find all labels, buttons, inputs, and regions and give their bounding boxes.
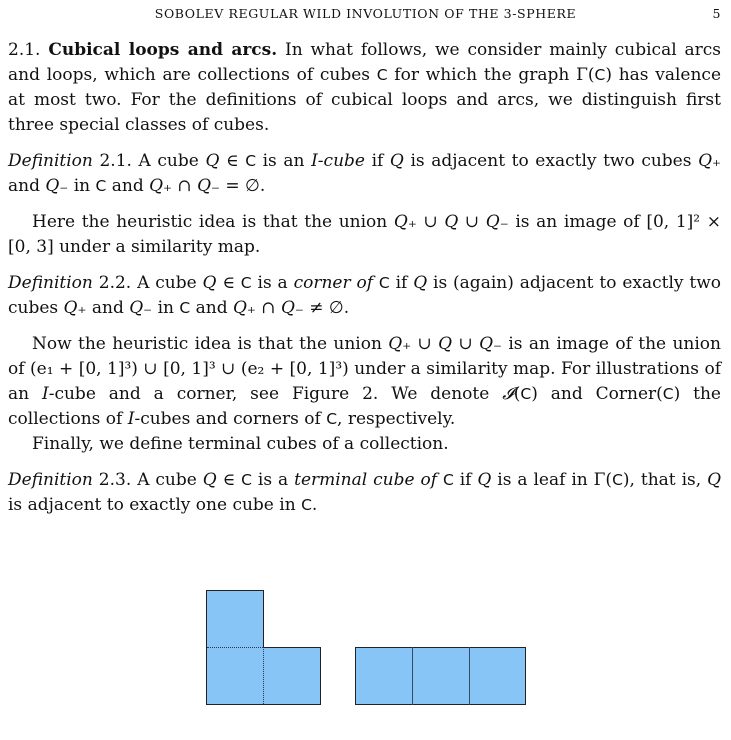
symbol-Qminus: Q₋ — [45, 176, 69, 196]
definition-label: Definition — [8, 151, 93, 171]
symbol-C: C — [326, 410, 338, 428]
definition-text: ∈ — [216, 273, 241, 293]
defined-term: I-cube — [311, 151, 365, 171]
paragraph-text: ) the collections of — [8, 384, 721, 429]
cube-divider — [412, 647, 413, 705]
section-title: Cubical loops and arcs. — [48, 40, 278, 60]
symbol-Qminus: Q₋ — [129, 298, 153, 318]
inner-edge — [207, 647, 263, 648]
definition-text: in — [68, 176, 96, 196]
definition-text: is an — [256, 151, 312, 171]
symbol-C: C — [245, 152, 257, 170]
symbol-intersection: Q₊ ∩ Q₋ — [232, 298, 304, 318]
definition-text: 2.2. A cube — [92, 273, 203, 293]
definition-text: and — [190, 298, 233, 318]
section-text: for which the graph Γ( — [387, 65, 595, 85]
symbol-C: C — [442, 471, 454, 489]
definition-text: in — [152, 298, 180, 318]
paragraph-text: -cube and a corner, see Figure 2. We denote — [48, 384, 503, 404]
symbol-Qplus: Q₊ — [698, 151, 721, 171]
section-number: 2.1. — [8, 40, 41, 60]
page-body — [8, 38, 721, 529]
outline — [263, 647, 320, 648]
outline — [206, 704, 321, 705]
outline — [355, 647, 356, 705]
definition-text: is adjacent to exactly one cube in — [8, 495, 302, 515]
symbol-Q: Q — [477, 470, 492, 490]
section-text: In what follows, we consider mainly cubical arcs and loops, which are collections of cubes — [8, 40, 722, 85]
inner-edge — [263, 647, 264, 704]
definition-label: Definition — [8, 273, 93, 293]
paragraph-text: is an image of [0, 1]² × [0, 3] under a similarity map. — [8, 212, 721, 257]
symbol-Q: Q — [202, 470, 217, 490]
cube-divider — [469, 647, 470, 705]
paragraph-text: ) and Corner( — [531, 384, 663, 404]
symbol-C: C — [240, 274, 252, 292]
definition-text: ≠ ∅. — [303, 298, 350, 318]
definition-2-2 — [8, 271, 721, 321]
symbol-C: C — [594, 66, 606, 84]
paragraph-text: , respectively. — [337, 409, 456, 429]
definition-text: if — [364, 151, 390, 171]
symbol-C: C — [301, 496, 312, 514]
paragraph-text: Here the heuristic idea is that the union — [32, 212, 394, 232]
outline — [320, 647, 321, 705]
outline — [263, 590, 264, 647]
definition-text: = ∅. — [219, 176, 266, 196]
paragraph-i-cube-idea — [8, 210, 721, 260]
symbol-I: I — [42, 384, 49, 404]
definition-text: and — [106, 176, 150, 196]
definition-text: is a — [252, 470, 295, 490]
section-paragraph — [8, 38, 721, 138]
paragraph-finally: Finally, we define terminal cubes of a collection. — [32, 434, 449, 454]
symbol-C: C — [662, 385, 674, 403]
definition-text: . — [311, 495, 318, 515]
definition-text: ), that is, — [622, 470, 708, 490]
symbol-union: Q₊ ∪ Q ∪ Q₋ — [393, 212, 509, 232]
symbol-calligraphic-I: 𝓘 — [502, 384, 514, 404]
definition-text: 2.1. A cube — [92, 151, 206, 171]
symbol-C: C — [520, 385, 532, 403]
symbol-Q: Q — [389, 151, 404, 171]
symbol-Q: Q — [205, 151, 220, 171]
outline — [355, 647, 526, 648]
section-text: ) has valence at most two. For the definitions of cubical loops and arcs, we distinguish first three special classes of cubes. — [8, 65, 722, 135]
symbol-Q: Q — [707, 470, 722, 490]
running-title: SOBOLEV REGULAR WILD INVOLUTION OF THE 3-SPHERE — [154, 6, 577, 21]
definition-2-1 — [8, 149, 721, 199]
paragraph-corner-idea — [8, 332, 721, 432]
definition-text: ∈ — [216, 470, 242, 490]
paragraph-text: -cubes and corners of — [134, 409, 327, 429]
symbol-Q: Q — [413, 273, 428, 293]
symbol-C: C — [612, 471, 623, 489]
page-number: 5 — [712, 6, 721, 21]
definition-text: and — [86, 298, 130, 318]
symbol-Q: Q — [202, 273, 217, 293]
definition-text: and — [8, 176, 46, 196]
symbol-union: Q₊ ∪ Q ∪ Q₋ — [388, 334, 502, 354]
definition-text: is adjacent to exactly two cubes — [403, 151, 699, 171]
figure-2 — [0, 590, 731, 740]
symbol-intersection: Q₊ ∩ Q₋ — [149, 176, 220, 196]
definition-label: Definition — [8, 470, 93, 490]
i-cube-row — [355, 648, 525, 704]
symbol-C: C — [378, 274, 390, 292]
paragraph-text: Now the heuristic idea is that the union — [32, 334, 389, 354]
corner-cube-middle — [207, 647, 263, 704]
outline — [207, 590, 264, 591]
definition-text: ∈ — [219, 151, 246, 171]
outline — [355, 704, 526, 705]
symbol-C: C — [95, 177, 107, 195]
definition-text: 2.3. A cube — [92, 470, 203, 490]
page-header — [0, 6, 731, 24]
symbol-C: C — [179, 299, 191, 317]
definition-text: is a leaf in Γ( — [491, 470, 613, 490]
corner-cube-right — [263, 647, 320, 704]
symbol-C: C — [241, 471, 252, 489]
definition-text: is a — [251, 273, 294, 293]
paragraph-text: is an image of the union of (e₁ + [0, 1]³) ∪ [0, 1]³ ∪ (e₂ + [0, 1]³) under a similarity map. For illustrations of an — [8, 334, 721, 404]
symbol-C: C — [376, 66, 388, 84]
corner-cube-top — [207, 590, 263, 647]
definition-text: if — [389, 273, 414, 293]
paragraph-text: ( — [513, 384, 521, 404]
defined-term: terminal cube of — [294, 470, 438, 490]
definition-2-3 — [8, 468, 721, 518]
defined-term: corner of — [293, 273, 373, 293]
symbol-Qplus: Q₊ — [63, 298, 87, 318]
definition-text: if — [453, 470, 478, 490]
definition-text: is (again) adjacent to exactly two cubes — [8, 273, 721, 318]
outline — [525, 647, 526, 705]
symbol-I: I — [127, 409, 135, 429]
